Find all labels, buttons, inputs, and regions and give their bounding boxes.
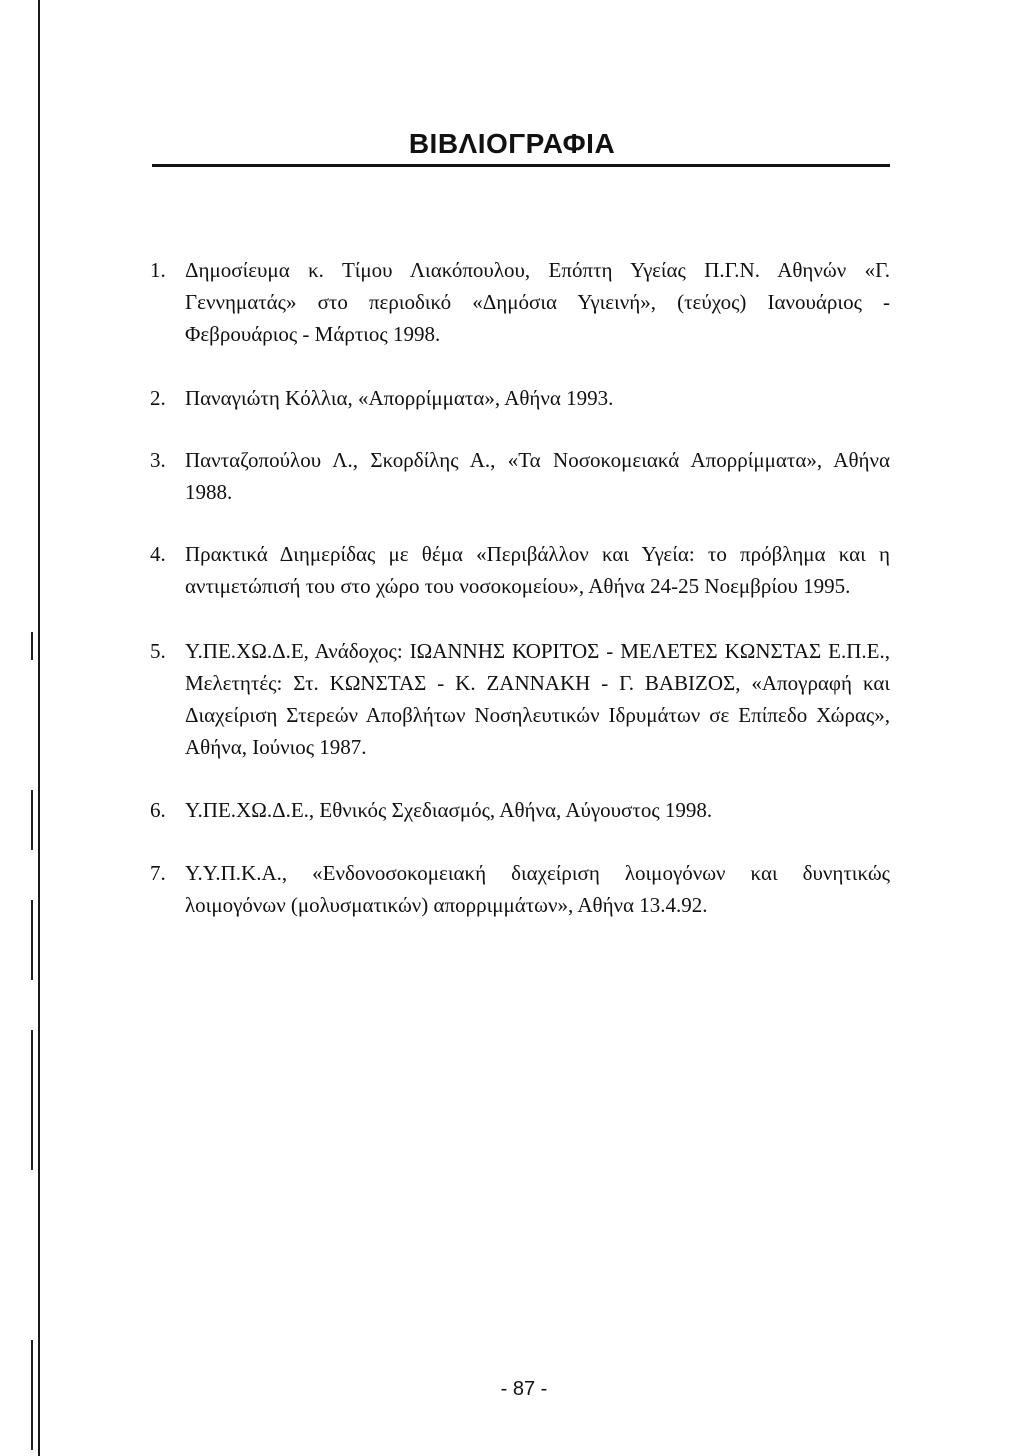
reference-text: Υ.Υ.Π.Κ.Α., «Ενδονοσοκομειακή διαχείριση λοιμογόνων και δυνητικώς λοιμογόνων (μολυσματικών) απορριμμάτων», Αθήνα 13.4.92. (185, 861, 890, 917)
page-title: ΒΙΒΛΙΟΓΡΑΦΙΑ (408, 128, 616, 159)
reference-item (150, 635, 890, 763)
reference-item (150, 794, 890, 826)
reference-number: 1. (150, 258, 166, 282)
reference-item (150, 857, 890, 921)
reference-item (150, 382, 890, 414)
reference-text: Πρακτικά Διημερίδας με θέμα «Περιβάλλον και Υγεία: το πρόβλημα και η αντιμετώπισή του στο χώρο του νοσοκομείου», Αθήνα 24-25 Νοεμβρίου 1995. (185, 542, 890, 598)
reference-number: 2. (150, 386, 166, 410)
scan-edge-line (38, 0, 40, 1456)
reference-number: 4. (150, 542, 166, 566)
reference-text: Υ.ΠΕ.ΧΩ.Δ.Ε, Ανάδοχος: ΙΩΑΝΝΗΣ ΚΟΡΙΤΟΣ - ΜΕΛΕΤΕΣ ΚΩΝΣΤΑΣ Ε.Π.Ε., Μελετητές: Στ. ΚΩΝΣΤΑΣ - Κ. ΖΑΝΝΑΚΗ - Γ. ΒΑΒΙΖΟΣ, «Απογραφή και Διαχείριση Στερεών Αποβλήτων Νοσηλευτικών Ιδρυμάτων σε Επίπεδο Χώρας», Αθήνα, Ιούνιος 1987. (185, 639, 890, 759)
reference-text: Υ.ΠΕ.ΧΩ.Δ.Ε., Εθνικός Σχεδιασμός, Αθήνα, Αύγουστος 1998. (185, 798, 713, 822)
scan-speck (31, 1030, 33, 1170)
reference-text: Δημοσίευμα κ. Τίμου Λιακόπουλου, Επόπτη Υγείας Π.Γ.Ν. Αθηνών «Γ. Γεννηματάς» στο περιοδικό «Δημόσια Υγιεινή», (τεύχος) Ιανουάριος - Φεβρουάριος - Μάρτιος 1998. (185, 258, 890, 346)
reference-number: 3. (150, 448, 166, 472)
scan-speck (31, 900, 33, 980)
page-number: - 87 - (500, 1378, 548, 1400)
reference-list (150, 254, 890, 952)
reference-item (150, 444, 890, 508)
reference-number: 5. (150, 639, 166, 663)
scan-speck (31, 632, 33, 660)
title-underline (152, 164, 890, 167)
reference-number: 7. (150, 861, 166, 885)
reference-text: Παναγιώτη Κόλλια, «Απορρίμματα», Αθήνα 1993. (185, 386, 614, 410)
scan-speck (31, 790, 33, 850)
reference-item (150, 538, 890, 602)
reference-text: Πανταζοπούλου Λ., Σκορδίλης Α., «Τα Νοσοκομειακά Απορρίμματα», Αθήνα 1988. (185, 448, 890, 504)
reference-number: 6. (150, 798, 166, 822)
reference-item (150, 254, 890, 350)
